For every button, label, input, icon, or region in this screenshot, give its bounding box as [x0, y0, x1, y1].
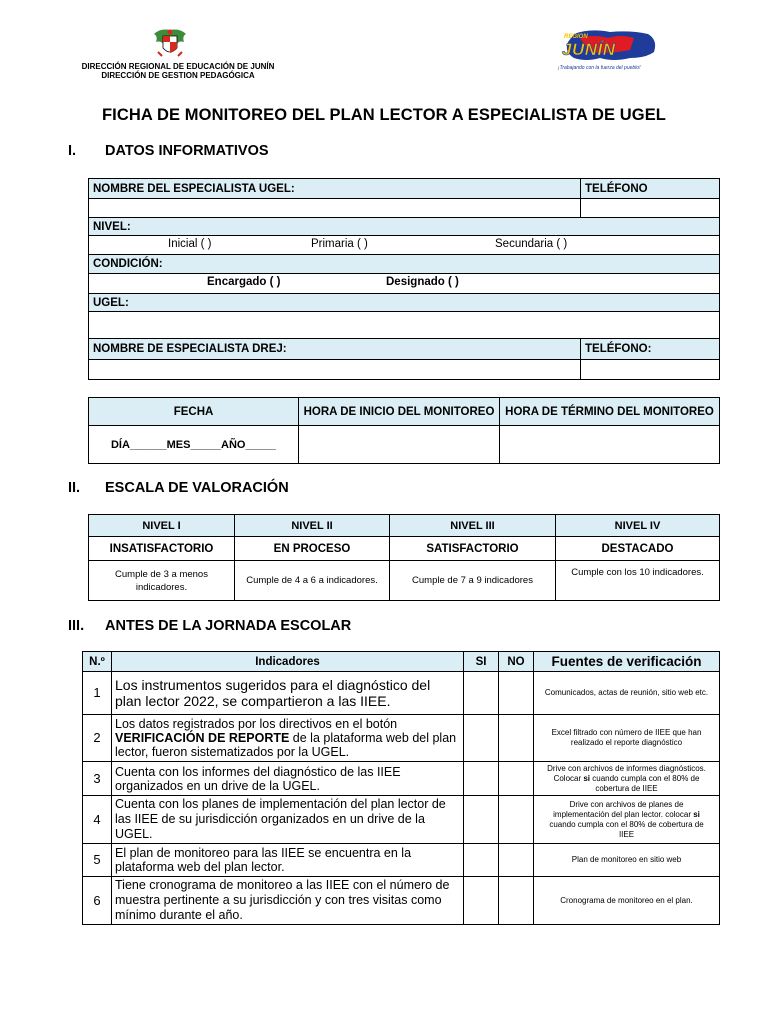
row-fuente: Plan de monitoreo en sitio web	[534, 844, 720, 877]
col-si-header: SI	[464, 652, 499, 672]
peru-emblem-icon	[150, 26, 190, 62]
nivel-4-desc: Cumple con los 10 indicadores.	[556, 561, 720, 601]
row-fuente-bold: si	[583, 773, 591, 783]
nivel-1-desc: Cumple de 3 a menos indicadores.	[89, 561, 235, 601]
nivel-label: NIVEL:	[89, 218, 720, 236]
section-title: DATOS INFORMATIVOS	[105, 143, 269, 159]
hora-termino-field[interactable]	[500, 426, 720, 464]
row-si-cell[interactable]	[464, 762, 499, 796]
row-fuente-post: cuando cumpla con el 80% de cobertura de IIEE	[549, 819, 704, 839]
row-number: 4	[83, 796, 112, 844]
nivel-inicial-option[interactable]: Inicial ( )	[168, 237, 212, 250]
row-no-cell[interactable]	[499, 715, 534, 762]
row-indicador: Tiene cronograma de monitoreo a las IIEE con el número de muestra pertinente a su jurisdicción y con tres visitas como mínimo durante el año.	[112, 877, 464, 925]
row-number: 3	[83, 762, 112, 796]
section-title: ANTES DE LA JORNADA ESCOLAR	[105, 618, 352, 634]
table-row	[83, 672, 720, 715]
telefono2-field[interactable]	[581, 360, 720, 380]
drej-field[interactable]	[89, 360, 581, 380]
hora-inicio-field[interactable]	[299, 426, 500, 464]
table-row	[83, 715, 720, 762]
drej-label: NOMBRE DE ESPECIALISTA DREJ:	[89, 339, 581, 360]
datos-informativos-table	[88, 178, 720, 380]
especialista-label: NOMBRE DEL ESPECIALISTA UGEL:	[89, 179, 581, 199]
row-number: 1	[83, 672, 112, 715]
row-fuente: Cronograma de monitoreo en el plan.	[534, 877, 720, 925]
escala-valoracion-table	[88, 514, 720, 601]
table-row	[83, 796, 720, 844]
row-fuente-pre: Drive con archivos de informes diagnósticos. Colocar	[547, 763, 706, 783]
row-fuente	[534, 762, 720, 796]
col-no-header: NO	[499, 652, 534, 672]
row-fuente	[534, 796, 720, 844]
row-si-cell[interactable]	[464, 877, 499, 925]
telefono-field[interactable]	[581, 199, 720, 218]
table-row	[83, 844, 720, 877]
row-indicador: El plan de monitoreo para las IIEE se encuentra en la plataforma web del plan lector.	[112, 844, 464, 877]
col-indicadores-header: Indicadores	[112, 652, 464, 672]
hora-inicio-label: HORA DE INICIO DEL MONITOREO	[299, 398, 500, 426]
section-escala-valoracion	[68, 480, 368, 498]
row-number: 5	[83, 844, 112, 877]
row-indicador: Cuenta con los planes de implementación del plan lector de las IIEE de su jurisdicción organizados en un drive de la UGEL.	[112, 796, 464, 844]
row-si-cell[interactable]	[464, 844, 499, 877]
nivel-3-name: SATISFACTORIO	[390, 537, 556, 561]
dia-mes-anio-field[interactable]: DÍA______MES_____AÑO_____	[89, 426, 299, 464]
section-number: I.	[68, 143, 77, 159]
table-row	[83, 762, 720, 796]
document-title: FICHA DE MONITOREO DEL PLAN LECTOR A ESPECIALISTA DE UGEL	[102, 106, 666, 124]
row-no-cell[interactable]	[499, 796, 534, 844]
row-fuente-pre: Drive con archivos de planes de implementación del plan lector. colocar	[553, 799, 694, 819]
nivel-1-label: NIVEL I	[89, 515, 235, 537]
row-no-cell[interactable]	[499, 762, 534, 796]
col-num-header: N.º	[83, 652, 112, 672]
condicion-label: CONDICIÓN:	[89, 255, 720, 274]
nivel-2-desc: Cumple de 4 a 6 a indicadores.	[235, 561, 390, 601]
row-fuente: Excel filtrado con número de IIEE que han realizado el reporte diagnóstico	[534, 715, 720, 762]
fecha-label: FECHA	[89, 398, 299, 426]
logo-junin-text: JUNÍN	[562, 40, 616, 59]
row-indicador-pre: Los datos registrados por los directivos en el botón	[115, 717, 398, 731]
nivel-secundaria-option[interactable]: Secundaria ( )	[495, 237, 568, 250]
row-fuente: Comunicados, actas de reunión, sitio web etc.	[534, 672, 720, 715]
section-datos-informativos	[68, 143, 368, 161]
row-indicador	[112, 715, 464, 762]
telefono-label: TELÉFONO	[581, 179, 720, 199]
nivel-primaria-option[interactable]: Primaria ( )	[311, 237, 368, 250]
condicion-encargado-option[interactable]: Encargado ( )	[207, 275, 281, 288]
row-indicador-post: de la plataforma web del plan lector, fueron sistematizados por la UGEL.	[115, 731, 457, 759]
nivel-1-name: INSATISFACTORIO	[89, 537, 235, 561]
especialista-field[interactable]	[89, 199, 581, 218]
table-row	[83, 877, 720, 925]
nivel-3-desc: Cumple de 7 a 9 indicadores	[390, 561, 556, 601]
nivel-4-name: DESTACADO	[556, 537, 720, 561]
nivel-2-label: NIVEL II	[235, 515, 390, 537]
nivel-4-label: NIVEL IV	[556, 515, 720, 537]
row-no-cell[interactable]	[499, 672, 534, 715]
nivel-3-label: NIVEL III	[390, 515, 556, 537]
telefono2-label: TELÉFONO:	[581, 339, 720, 360]
row-indicador: Cuenta con los informes del diagnóstico de las IIEE organizados en un drive de la UGEL.	[112, 762, 464, 796]
row-no-cell[interactable]	[499, 844, 534, 877]
nivel-2-name: EN PROCESO	[235, 537, 390, 561]
indicadores-table	[82, 651, 720, 925]
region-junin-logo	[550, 28, 660, 76]
section-title: ESCALA DE VALORACIÓN	[105, 480, 289, 496]
row-si-cell[interactable]	[464, 715, 499, 762]
row-fuente-bold: si	[693, 809, 700, 819]
row-si-cell[interactable]	[464, 672, 499, 715]
ugel-field[interactable]	[89, 312, 720, 339]
section-number: II.	[68, 480, 81, 496]
row-indicador: Los instrumentos sugeridos para el diagnóstico del plan lector 2022, se compartieron a las IIEE.	[112, 672, 464, 715]
row-no-cell[interactable]	[499, 877, 534, 925]
fecha-hora-table	[88, 397, 720, 464]
section-number: III.	[68, 618, 85, 634]
row-indicador-bold: VERIFICACIÓN DE REPORTE	[115, 731, 290, 745]
logo-slogan: ¡Trabajando con la fuerza del pueblo!	[558, 65, 641, 71]
org-line-2: DIRECCIÓN DE GESTION PEDAGÓGICA	[101, 71, 255, 80]
row-number: 2	[83, 715, 112, 762]
org-line-1: DIRECCIÓN REGIONAL DE EDUCACIÓN DE JUNÍN	[81, 62, 275, 71]
logo-region-text: REGION	[564, 34, 588, 40]
section-antes-jornada	[68, 618, 468, 636]
organization-header	[68, 62, 288, 80]
nivel-options	[89, 236, 720, 255]
condicion-designado-option[interactable]: Designado ( )	[386, 275, 459, 288]
hora-termino-label: HORA DE TÉRMINO DEL MONITOREO	[500, 398, 720, 426]
col-fuentes-header: Fuentes de verificación	[534, 652, 720, 672]
row-number: 6	[83, 877, 112, 925]
row-fuente-post: cuando cumpla con el 80% de cobertura de IIEE	[590, 773, 700, 793]
condicion-options	[89, 274, 720, 294]
row-si-cell[interactable]	[464, 796, 499, 844]
ugel-label: UGEL:	[89, 294, 720, 312]
